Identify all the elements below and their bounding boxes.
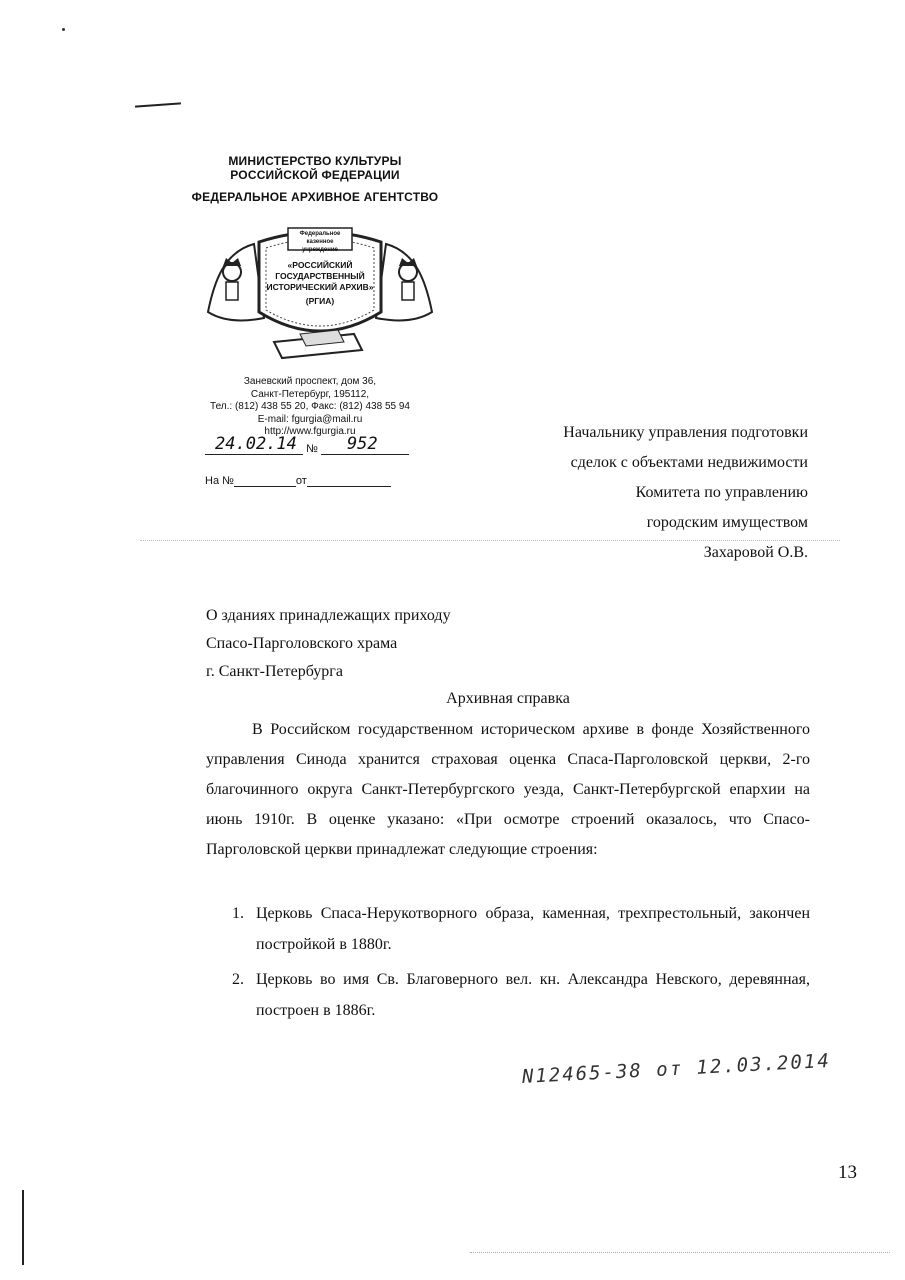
addressee-line2: сделок с объектами недвижимости: [570, 454, 808, 471]
emblem-small-line1: Федеральное: [299, 231, 341, 237]
addressee-block: [480, 418, 808, 568]
buildings-list: [232, 898, 810, 1030]
addressee-line3: Комитета по управлению: [635, 484, 808, 501]
list-item-text: Церковь во имя Св. Благоверного вел. кн. Александра Невского, деревянная, построен в 1886г.: [256, 971, 810, 1019]
ministry-line2: РОССИЙСКОЙ ФЕДЕРАЦИИ: [230, 168, 400, 182]
ministry-line1: МИНИСТЕРСТВО КУЛЬТУРЫ: [228, 154, 402, 168]
addressee-line1: Начальнику управления подготовки: [563, 424, 808, 441]
addressee-line5: Захаровой О.В.: [703, 544, 808, 561]
list-item-number: 2.: [232, 971, 244, 988]
emblem-name-line1: «РОССИЙСКИЙ: [287, 260, 353, 270]
letterhead-header: [150, 154, 480, 204]
addressee-line4: городским имуществом: [646, 514, 808, 531]
outgoing-date: 24.02.14: [215, 434, 297, 454]
outgoing-number-label: №: [306, 443, 318, 455]
website-line: http://www.fgurgia.ru: [264, 426, 356, 437]
agency-name: ФЕДЕРАЛЬНОЕ АРХИВНОЕ АГЕНТСТВО: [191, 190, 439, 204]
phone-fax-line: Тел.: (812) 438 55 20, Факс: (812) 438 55 94: [210, 401, 410, 412]
incoming-ref-line: [205, 472, 420, 487]
incoming-from-label: от: [295, 475, 307, 487]
letterhead-address: [170, 376, 450, 439]
scan-mark-left-edge: [22, 1190, 24, 1265]
address-line1: Заневский проспект, дом 36,: [243, 376, 377, 387]
emblem-name-line3: ИСТОРИЧЕСКИЙ АРХИВ»: [266, 282, 374, 292]
page-number: 13: [838, 1162, 857, 1183]
outgoing-number: 952: [346, 434, 378, 454]
subject-line3: г. Санкт-Петербурга: [206, 663, 343, 680]
subject-line1: О зданиях принадлежащих приходу: [206, 607, 451, 624]
emblem-abbr: (РГИА): [305, 296, 335, 306]
outgoing-ref-line: [205, 434, 415, 462]
list-item-number: 1.: [232, 905, 244, 922]
emblem-name-line2: ГОСУДАРСТВЕННЫЙ: [275, 271, 365, 281]
list-item: [232, 898, 810, 960]
scan-bottom-line: [470, 1252, 890, 1253]
incoming-number-label: На №: [205, 475, 234, 487]
list-item: [232, 964, 810, 1026]
scan-mark-dash: [135, 102, 181, 107]
subject-block: [206, 602, 606, 686]
archive-emblem: [204, 222, 436, 362]
emblem-name: [264, 260, 376, 307]
scan-mark-dot: [62, 28, 65, 31]
address-line2: Санкт-Петербург, 195112,: [250, 388, 370, 400]
document-title: Архивная справка: [446, 690, 570, 707]
email-line: E-mail: fgurgia@mail.ru: [257, 413, 363, 425]
emblem-small-line2: казенное учреждение: [302, 239, 338, 253]
list-item-text: Церковь Спаса-Нерукотворного образа, каменная, трехпрестольный, закончен постройкой в 1880г.: [256, 905, 810, 953]
subject-line2: Спасо-Парголовского храма: [206, 635, 398, 652]
emblem-small-text: [288, 230, 352, 254]
main-paragraph: В Российском государственном историческом архиве в фонде Хозяйственного управления Синода хранится страховая оценка Спаса-Парголовской церкви, 2-го благочинного округа Санкт-Петербургского уезда, Санкт-Петербургской епархии на июнь 1910г. В оценке указано: «При осмотре строений оказалось, что Спасо-Парголовской церкви принадлежат следующие строения:: [206, 721, 810, 858]
registration-stamp: N12465-38 от 12.03.2014: [521, 1049, 832, 1088]
